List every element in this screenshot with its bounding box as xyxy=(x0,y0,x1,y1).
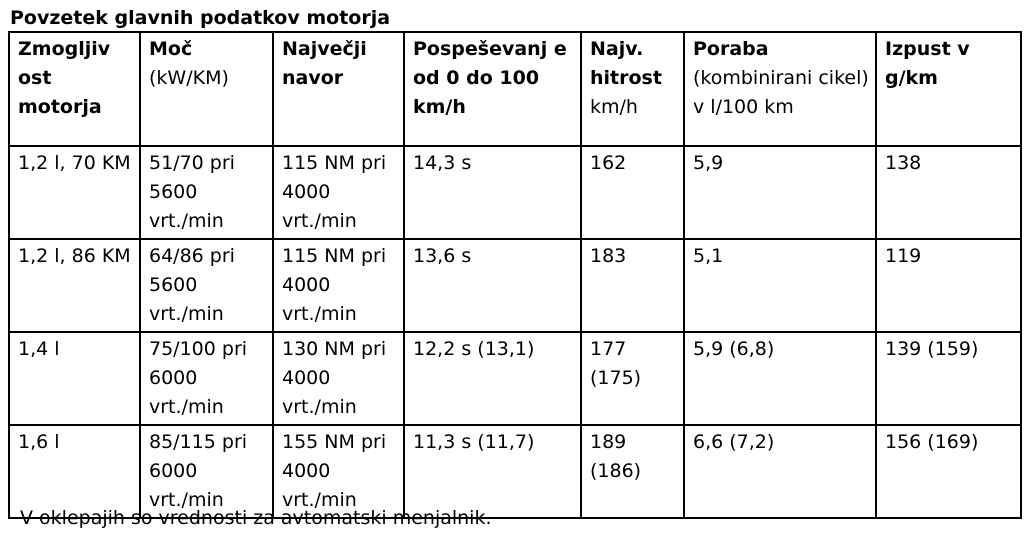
header-cell: Največji navor xyxy=(273,32,404,146)
footnote: V oklepajih so vrednosti za avtomatski menjalnik. xyxy=(20,507,492,529)
table-row xyxy=(9,146,1021,239)
table-cell: 11,3 s (11,7) xyxy=(404,425,581,518)
table-cell: 5,9 xyxy=(684,146,876,239)
table-cell: 75/100 pri 6000 vrt./min xyxy=(140,332,273,425)
table-row xyxy=(9,332,1021,425)
table-cell: 6,6 (7,2) xyxy=(684,425,876,518)
table-cell: 1,2 l, 86 KM xyxy=(9,239,140,332)
header-cell: Zmogljiv ost motorja xyxy=(9,32,140,146)
table-cell: 139 (159) xyxy=(876,332,1021,425)
header-cell: Izpust v g/km xyxy=(876,32,1021,146)
table-cell: 156 (169) xyxy=(876,425,1021,518)
table-cell: 64/86 pri 5600 vrt./min xyxy=(140,239,273,332)
header-cell: Moč (kW/KM) xyxy=(140,32,273,146)
table-cell: 14,3 s xyxy=(404,146,581,239)
table-cell: 177 (175) xyxy=(581,332,684,425)
table-cell: 12,2 s (13,1) xyxy=(404,332,581,425)
header-cell: Pospeševanj e od 0 do 100 km/h xyxy=(404,32,581,146)
table-cell: 138 xyxy=(876,146,1021,239)
table-cell: 5,9 (6,8) xyxy=(684,332,876,425)
table-cell: 1,2 l, 70 KM xyxy=(9,146,140,239)
table-cell: 5,1 xyxy=(684,239,876,332)
table-cell: 85/115 pri 6000 vrt./min xyxy=(140,425,273,518)
table-cell: 115 NM pri 4000 vrt./min xyxy=(273,146,404,239)
header-row xyxy=(9,32,1021,146)
table-cell: 51/70 pri 5600 vrt./min xyxy=(140,146,273,239)
table-cell: 13,6 s xyxy=(404,239,581,332)
table-cell: 1,4 l xyxy=(9,332,140,425)
table-title: Povzetek glavnih podatkov motorja xyxy=(10,7,391,29)
table-cell: 1,6 l xyxy=(9,425,140,518)
table-cell: 162 xyxy=(581,146,684,239)
engine-specs-table xyxy=(8,31,1022,519)
table-row xyxy=(9,239,1021,332)
table-cell: 189 (186) xyxy=(581,425,684,518)
header-cell: Najv. hitrost km/h xyxy=(581,32,684,146)
table-cell: 155 NM pri 4000 vrt./min xyxy=(273,425,404,518)
table-cell: 119 xyxy=(876,239,1021,332)
table-cell: 130 NM pri 4000 vrt./min xyxy=(273,332,404,425)
table-cell: 183 xyxy=(581,239,684,332)
table-cell: 115 NM pri 4000 vrt./min xyxy=(273,239,404,332)
header-cell: Poraba (kombinirani cikel) v l/100 km xyxy=(684,32,876,146)
